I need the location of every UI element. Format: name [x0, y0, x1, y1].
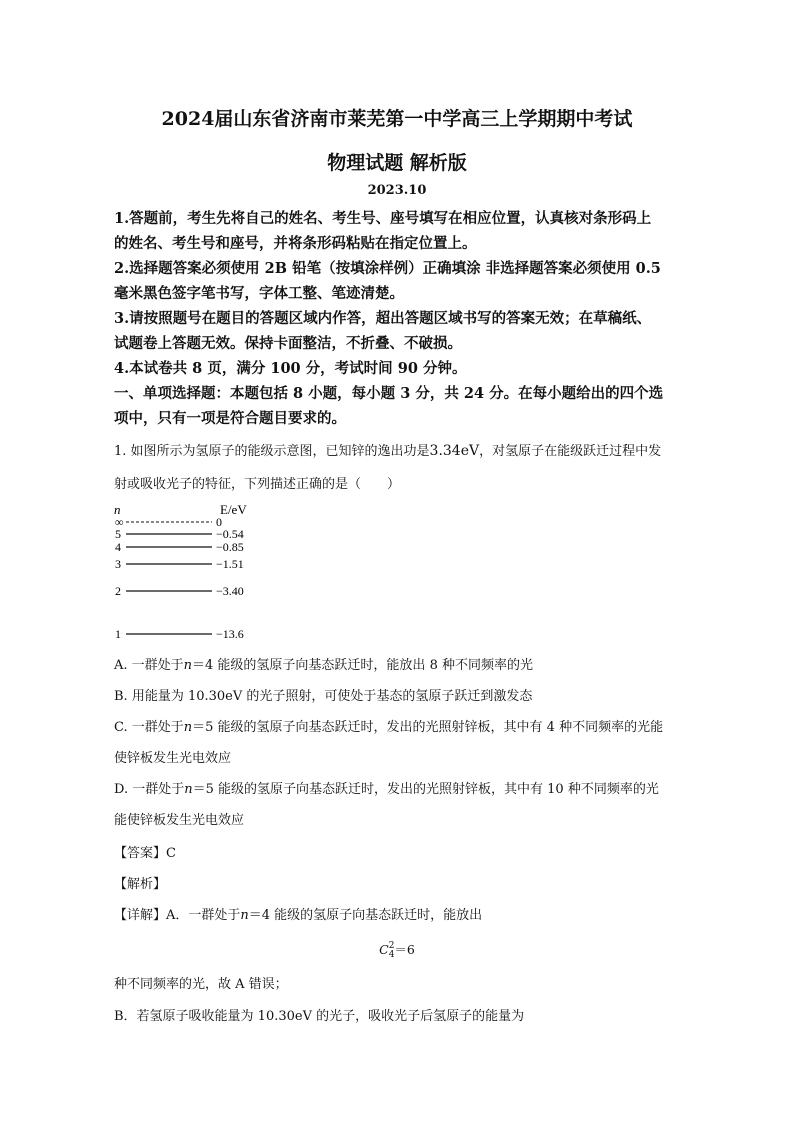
work-function-value: 3.34eV — [429, 443, 480, 459]
option-c: C. 一群处于n＝5 能级的氢原子向基态跃迁时，发出的光照射锌板，其中有 4 种不同频率的光能 — [114, 720, 664, 735]
level-energy-label: −0.54 — [216, 527, 244, 541]
level-number-label: ∞ — [115, 515, 124, 529]
detail-line: 【详解】A．一群处于n＝4 能级的氢原子向基态跃迁时，能放出 — [114, 908, 483, 923]
instruction-line: 4.本试卷共 8 页，满分 100 分，考试时间 90 分钟。 — [114, 360, 467, 377]
level-energy-label: 0 — [216, 515, 222, 529]
level-number-label: 5 — [115, 527, 121, 541]
section-heading: 项中，只有一项是符合题目要求的。 — [114, 410, 346, 427]
energy-level-diagram — [112, 500, 262, 640]
level-energy-label: −13.6 — [216, 627, 244, 640]
instruction-line: 的姓名、考生号和座号，并将条形码粘贴在指定位置上。 — [114, 235, 477, 252]
option-c-line2: 使锌板发生光电效应 — [114, 751, 232, 766]
option-d: D. 一群处于n＝5 能级的氢原子向基态跃迁时，发出的光照射锌板，其中有 10 种不同频率的光 — [114, 782, 659, 797]
instruction-line: 试题卷上答题无效。保持卡面整洁，不折叠、不破损。 — [114, 335, 462, 352]
detail-line: B．若氢原子吸收能量为 10.30eV 的光子，吸收光子后氢原子的能量为 — [114, 1009, 525, 1024]
level-energy-label: −1.51 — [216, 557, 244, 571]
instruction-line: 3.请按照题号在题目的答题区域内作答，超出答题区域书写的答案无效；在草稿纸、 — [114, 310, 652, 327]
analysis-title: 【解析】 — [114, 877, 167, 892]
instruction-line: 1.答题前，考生先将自己的姓名、考生号、座号填写在相应位置，认真核对条形码上 — [114, 210, 652, 227]
level-energy-label: −0.85 — [216, 540, 244, 554]
level-energy-label: −3.40 — [216, 584, 244, 598]
level-number-label: 3 — [115, 557, 121, 571]
level-number-label: 4 — [115, 540, 121, 554]
question-stem-line2: 射或吸收光子的特征，下列描述正确的是（ ） — [114, 477, 401, 492]
answer: 【答案】C — [114, 846, 176, 861]
level-number-label: 2 — [115, 584, 121, 598]
option-d-line2: 能使锌板发生光电效应 — [114, 813, 245, 828]
detail-line: 种不同频率的光，故 A 错误； — [114, 977, 288, 992]
combination-formula: C 2 4 ＝6 — [379, 940, 415, 960]
exam-date: 2023.10 — [367, 183, 427, 198]
level-number-label: 1 — [115, 627, 121, 640]
document-title: 2024届山东省济南市莱芜第一中学高三上学期期中考试 — [161, 108, 633, 130]
document-subtitle: 物理试题 解析版 — [327, 152, 467, 174]
option-b: B. 用能量为 10.30eV 的光子照射，可使处于基态的氢原子跃迁到激发态 — [114, 689, 533, 704]
instruction-line: 毫米黑色签字笔书写，字体工整、笔迹清楚。 — [114, 285, 404, 302]
section-heading: 一、单项选择题：本题包括 8 小题，每小题 3 分，共 24 分。在每小题给出的四个选 — [114, 385, 664, 402]
question-stem: 1. 如图所示为氢原子的能级示意图，已知锌的逸出功是3.34eV，对氢原子在能级跃迁过程中发 — [114, 443, 662, 459]
instruction-line: 2.选择题答案必须使用 2B 铅笔（按填涂样例）正确填涂 非选择题答案必须使用 0.5 — [114, 260, 661, 277]
energy-levels — [115, 515, 244, 640]
energy-axis-label: E/eV — [220, 502, 247, 517]
option-a: A. 一群处于n＝4 能级的氢原子向基态跃迁时，能放出 8 种不同频率的光 — [114, 658, 533, 673]
n-axis-label: n — [114, 502, 121, 517]
